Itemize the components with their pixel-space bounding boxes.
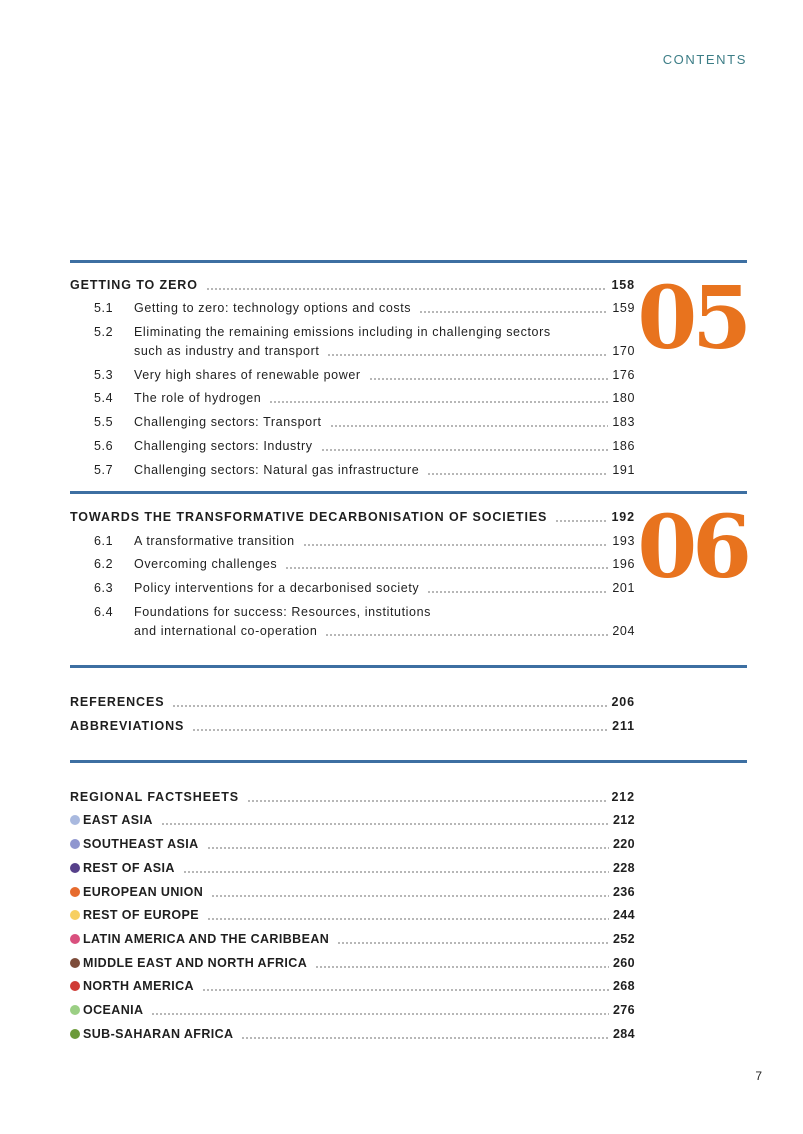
chapter-06-rule — [70, 491, 747, 494]
dot-leader — [207, 847, 609, 849]
region-page: 260 — [612, 956, 635, 970]
region-color-dot — [70, 1029, 80, 1039]
dot-leader — [303, 544, 609, 546]
section-title: Overcoming challenges — [134, 557, 278, 571]
toc-section-5-2-continued[interactable] — [134, 341, 635, 361]
region-page: 212 — [612, 813, 635, 827]
toc-section-5-7[interactable] — [94, 460, 635, 480]
toc-section-5-4[interactable] — [94, 388, 635, 408]
dot-leader — [321, 449, 609, 451]
section-title: The role of hydrogen — [134, 391, 262, 405]
toc-abbreviations[interactable] — [70, 716, 635, 736]
region-color-dot — [70, 934, 80, 944]
section-number: 6.2 — [94, 557, 114, 571]
toc-references[interactable] — [70, 692, 635, 712]
toc-section-5-1[interactable] — [94, 298, 635, 318]
dot-leader — [172, 705, 607, 707]
toc-entry-title: ABBREVIATIONS — [70, 719, 185, 733]
region-title: SUB-SAHARAN AFRICA — [83, 1027, 234, 1041]
section-page: 204 — [612, 624, 635, 638]
dot-leader — [325, 634, 608, 636]
section-page: 191 — [612, 463, 635, 477]
toc-section-6-1[interactable] — [94, 531, 635, 551]
region-page: 284 — [612, 1027, 635, 1041]
toc-section-5-2[interactable] — [94, 322, 635, 342]
region-color-dot — [70, 910, 80, 920]
section-page: 180 — [612, 391, 635, 405]
section-title: Challenging sectors: Transport — [134, 415, 322, 429]
dot-leader — [315, 966, 609, 968]
toc-section-6-2[interactable] — [94, 554, 635, 574]
toc-chapter-06[interactable] — [70, 507, 635, 527]
toc-region-oceania[interactable] — [70, 1000, 635, 1020]
toc-section-5-3[interactable] — [94, 365, 635, 385]
toc-region-sub-saharan-africa[interactable] — [70, 1024, 635, 1044]
section-title: Getting to zero: technology options and costs — [134, 301, 412, 315]
section-number: 5.3 — [94, 368, 114, 382]
region-title: REST OF ASIA — [83, 861, 175, 875]
region-title: MIDDLE EAST AND NORTH AFRICA — [83, 956, 308, 970]
section-title: Very high shares of renewable power — [134, 368, 361, 382]
section-title: Challenging sectors: Natural gas infrastructure — [134, 463, 420, 477]
toc-entry-title: GETTING TO ZERO — [70, 278, 198, 292]
region-title: NORTH AMERICA — [83, 979, 194, 993]
region-page: 276 — [612, 1003, 635, 1017]
toc-entry-page: 158 — [611, 278, 635, 292]
dot-leader — [269, 401, 608, 403]
region-page: 252 — [612, 932, 635, 946]
toc-section-6-3[interactable] — [94, 578, 635, 598]
region-color-dot — [70, 887, 80, 897]
section-number: 5.7 — [94, 463, 114, 477]
section-page: 193 — [612, 534, 635, 548]
dot-leader — [161, 823, 609, 825]
toc-section-5-5[interactable] — [94, 412, 635, 432]
running-header: CONTENTS — [662, 52, 747, 67]
factsheets-rule — [70, 760, 747, 763]
chapter-05-rule — [70, 260, 747, 263]
section-number: 6.4 — [94, 605, 114, 619]
dot-leader — [183, 871, 609, 873]
region-color-dot — [70, 958, 80, 968]
region-title: OCEANIA — [83, 1003, 144, 1017]
section-page: 183 — [612, 415, 635, 429]
dot-leader — [206, 288, 608, 290]
dot-leader — [427, 473, 608, 475]
dot-leader — [241, 1037, 608, 1039]
section-title-continued: such as industry and transport — [134, 344, 320, 358]
dot-leader — [419, 311, 608, 313]
toc-region-southeast-asia[interactable] — [70, 834, 635, 854]
dot-leader — [247, 800, 607, 802]
toc-entry-title: REFERENCES — [70, 695, 165, 709]
region-page: 268 — [612, 979, 635, 993]
region-page: 228 — [612, 861, 635, 875]
page-number: 7 — [755, 1069, 762, 1083]
section-number: 6.3 — [94, 581, 114, 595]
toc-region-rest-of-europe[interactable] — [70, 905, 635, 925]
region-title: REST OF EUROPE — [83, 908, 200, 922]
section-title: Policy interventions for a decarbonised society — [134, 581, 420, 595]
dot-leader — [555, 520, 607, 522]
toc-entry-page: 206 — [611, 695, 635, 709]
region-color-dot — [70, 863, 80, 873]
dot-leader — [327, 354, 608, 356]
section-number: 5.2 — [94, 325, 114, 339]
dot-leader — [192, 729, 608, 731]
toc-section-6-4[interactable] — [94, 602, 635, 622]
toc-section-6-4-continued[interactable] — [134, 621, 635, 641]
dot-leader — [207, 918, 609, 920]
region-title: SOUTHEAST ASIA — [83, 837, 199, 851]
dot-leader — [330, 425, 609, 427]
dot-leader — [337, 942, 609, 944]
toc-region-north-america[interactable] — [70, 976, 635, 996]
chapter-05-number: 05 — [637, 268, 747, 369]
toc-entry-title: REGIONAL FACTSHEETS — [70, 790, 239, 804]
region-color-dot — [70, 1005, 80, 1015]
section-page: 201 — [612, 581, 635, 595]
section-title-continued: and international co-operation — [134, 624, 318, 638]
toc-section-5-6[interactable] — [94, 436, 635, 456]
dot-leader — [202, 989, 609, 991]
back-matter-rule — [70, 665, 747, 668]
section-number: 5.4 — [94, 391, 114, 405]
region-page: 236 — [612, 885, 635, 899]
toc-region-latin-america[interactable] — [70, 929, 635, 949]
toc-entry-title: TOWARDS THE TRANSFORMATIVE DECARBONISATION OF SOCIETIES — [70, 510, 548, 524]
region-color-dot — [70, 981, 80, 991]
section-page: 176 — [612, 368, 635, 382]
chapter-06-number: 06 — [637, 497, 747, 598]
toc-entry-page: 192 — [611, 510, 635, 524]
section-number: 5.5 — [94, 415, 114, 429]
section-title: A transformative transition — [134, 534, 295, 548]
section-title: Challenging sectors: Industry — [134, 439, 313, 453]
toc-regional-factsheets[interactable] — [70, 787, 635, 807]
region-color-dot — [70, 839, 80, 849]
toc-region-middle-east[interactable] — [70, 953, 635, 973]
dot-leader — [369, 378, 609, 380]
section-title: Foundations for success: Resources, institutions — [134, 605, 431, 619]
section-number: 5.1 — [94, 301, 114, 315]
section-number: 6.1 — [94, 534, 114, 548]
dot-leader — [285, 567, 608, 569]
toc-region-european-union[interactable] — [70, 882, 635, 902]
section-page: 186 — [612, 439, 635, 453]
section-page: 170 — [612, 344, 635, 358]
toc-entry-page: 211 — [612, 719, 635, 733]
section-page: 196 — [612, 557, 635, 571]
region-page: 244 — [612, 908, 635, 922]
section-title: Eliminating the remaining emissions including in challenging sectors — [134, 325, 551, 339]
toc-chapter-05[interactable] — [70, 275, 635, 295]
region-title: EAST ASIA — [83, 813, 153, 827]
toc-region-rest-of-asia[interactable] — [70, 858, 635, 878]
toc-region-east-asia[interactable] — [70, 810, 635, 830]
region-title: LATIN AMERICA AND THE CARIBBEAN — [83, 932, 330, 946]
region-page: 220 — [612, 837, 635, 851]
section-number: 5.6 — [94, 439, 114, 453]
dot-leader — [427, 591, 608, 593]
dot-leader — [151, 1013, 608, 1015]
section-page: 159 — [612, 301, 635, 315]
dot-leader — [211, 895, 609, 897]
region-title: EUROPEAN UNION — [83, 885, 204, 899]
toc-entry-page: 212 — [611, 790, 635, 804]
region-color-dot — [70, 815, 80, 825]
